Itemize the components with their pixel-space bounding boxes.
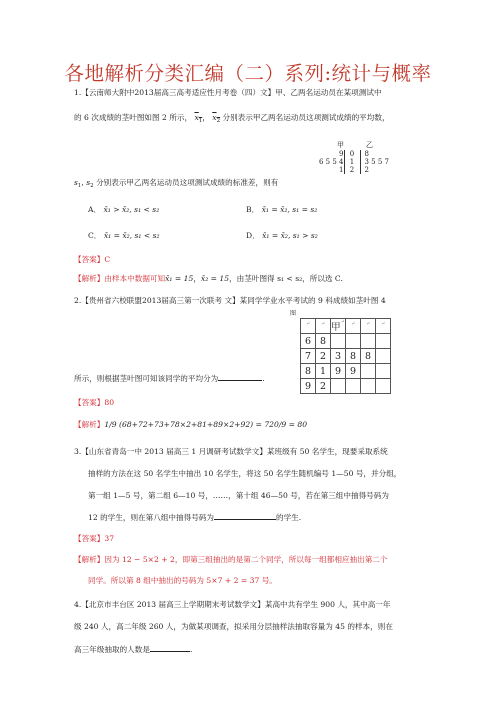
q1-line2a: 的 6 次成绩的茎叶图如图 2 所示， [74,113,193,122]
q1-answer: 【答案】C [74,255,111,264]
grid-cell [361,334,376,349]
stem-header-right: 乙 [366,141,373,149]
page-title: 各地解析分类汇编（二）系列:统计与概率 [64,62,432,85]
grid-cell [361,379,376,394]
stem-header-left: 甲 [337,141,344,149]
q1-option-b: B． x̄₁ = x̄₂, s₁ = s₂ [246,205,318,214]
grid-cell [346,334,361,349]
stem-row-right: 3 5 5 7 [364,158,389,166]
stem-row-stem: 2 [344,166,360,174]
grid-cell: 8 [316,334,331,349]
grid-title: 甲↵ [331,319,345,333]
x1-symbol: $x_1$ [194,113,203,124]
q4-answer-blank [150,642,190,652]
x2-symbol: $x_2$ [212,113,221,124]
grid-cell [376,349,391,364]
stem-row-left: 1 [339,166,344,174]
q1-option-c: C． x̄₁ = x̄₂, s₁ < s₂ [88,231,160,240]
q3-line4: 12 的学生，则在第八组中抽得号码为 的学生. [88,510,301,525]
grid-cell: 7 [301,349,316,364]
stem-row-stem: 1 [344,158,360,166]
grid-cell [376,379,391,394]
grid-cell: 1 [316,364,331,379]
q4-line2: 级 240 人，高二年级 260 人，为做某项调查，拟采用分层抽样法抽取容量为 45 的样本，则在 [74,622,393,631]
grid-cell: 9 [331,364,346,379]
q1-line3: $s_1$, $s_2$ 分别表示甲乙两名运动员这项测试成绩的标准差，则有 [74,178,279,189]
stem-row-stem: 0 [344,150,360,158]
q1-line2: 的 6 次成绩的茎叶图如图 2 所示， $x_1$， $x_2$ 分别表示甲乙两名运动员这项测试成绩的平均数， [74,113,390,124]
stem-row-left: 9 [339,150,344,158]
q3-line3: 第一组 1—5 号，第二组 6—10 号，……，第十组 46—50 号，若在第三组中抽得号码为 [88,491,389,500]
grid-cell [331,334,346,349]
q3-explanation-2: 同学。所以第 8 组中抽出的号码为 5×7 + 2 = 37 号。 [88,576,277,585]
grid-cell: 9 [346,364,361,379]
q2-line2: 所示，则根据茎叶图可知该同学的平均分为 . [74,371,265,386]
q2-formula: 1/9 (68+72+73+78×2+81+89×2+92) = 720/9 = 80 [104,420,308,429]
grid-cell: 6 [301,334,316,349]
q1-line1: 1.【云南师大附中2013届高三高考适应性月考卷（四）文】甲、乙两名运动员在某项测试中 [74,88,382,97]
grid-cell: 3 [331,349,346,364]
stem-row-right: 2 [364,166,369,174]
grid-cell: 8 [346,349,361,364]
q4-line1: 4.【北京市丰台区 2013 届高三上学期期末考试数学文】某高中共有学生 900 人，其中高一年 [74,600,391,609]
grid-cell [361,364,376,379]
stem-row-left: 6 5 5 4 [319,158,344,166]
q3-answer-blank [214,510,276,520]
q2-explanation: 【解析】1/9 (68+72+73+78×2+81+89×2+92) = 720/9 = 80 [74,420,308,429]
grid-cell [346,379,361,394]
q2-answer-blank [218,371,262,381]
stem-leaf-plot-1 [300,140,410,174]
stem-row-right: 8 [364,150,369,158]
q1-explanation: 【解析】由样本中数据可知x̄₁ = 15，x̄₂ = 15，由茎叶图得 s₁ < s₂，所以选 C. [74,274,343,283]
grid-cell [331,379,346,394]
q2-answer: 【答案】80 [74,398,115,407]
grid-cell [376,364,391,379]
grid-cell: 2 [316,379,331,394]
q3-explanation-1: 【解析】因为 12 − 5×2 + 2，即第三组抽出的是第二个同学，所以每一组都相应抽出第二个 [74,555,388,564]
q3-line2: 抽样的方法在这 50 名学生中抽出 10 名学生，将这 50 名学生随机编号 1—50 号，并分组， [88,469,402,478]
grid-cell: 8 [301,364,316,379]
grid-cell: 2 [316,349,331,364]
q1-option-a: A． x̄₁ > x̄₂, s₁ < s₂ [88,205,160,214]
q3-line1: 3.【山东省青岛一中 2013 届高三 1 月调研考试数学文】某班级有 50 名学生，现要采取系统 [74,447,388,456]
q4-line3: 高三年级抽取的人数是 . [74,642,192,657]
q1-line2b: 分别表示甲乙两名运动员这项测试成绩的平均数， [222,113,390,122]
q2-line1: 2.【贵州省六校联盟2013届高三第一次联考 文】某同学学业水平考试的 9 科成绩如茎叶图 4 [74,296,386,305]
q2-figure-caption: 图 [290,310,297,317]
q1-option-d: D． x̄₁ = x̄₂, s₁ > s₂ [246,231,318,240]
grid-cell: 8 [361,349,376,364]
stem-leaf-grid-2: ↵ ↵ 甲↵ ↵ ↵ ↵ 6 8 7 2 3 8 8 8 1 9 9 9 2 [300,318,391,394]
grid-cell: 9 [301,379,316,394]
q3-answer: 【答案】37 [74,534,115,543]
grid-cell [376,334,391,349]
